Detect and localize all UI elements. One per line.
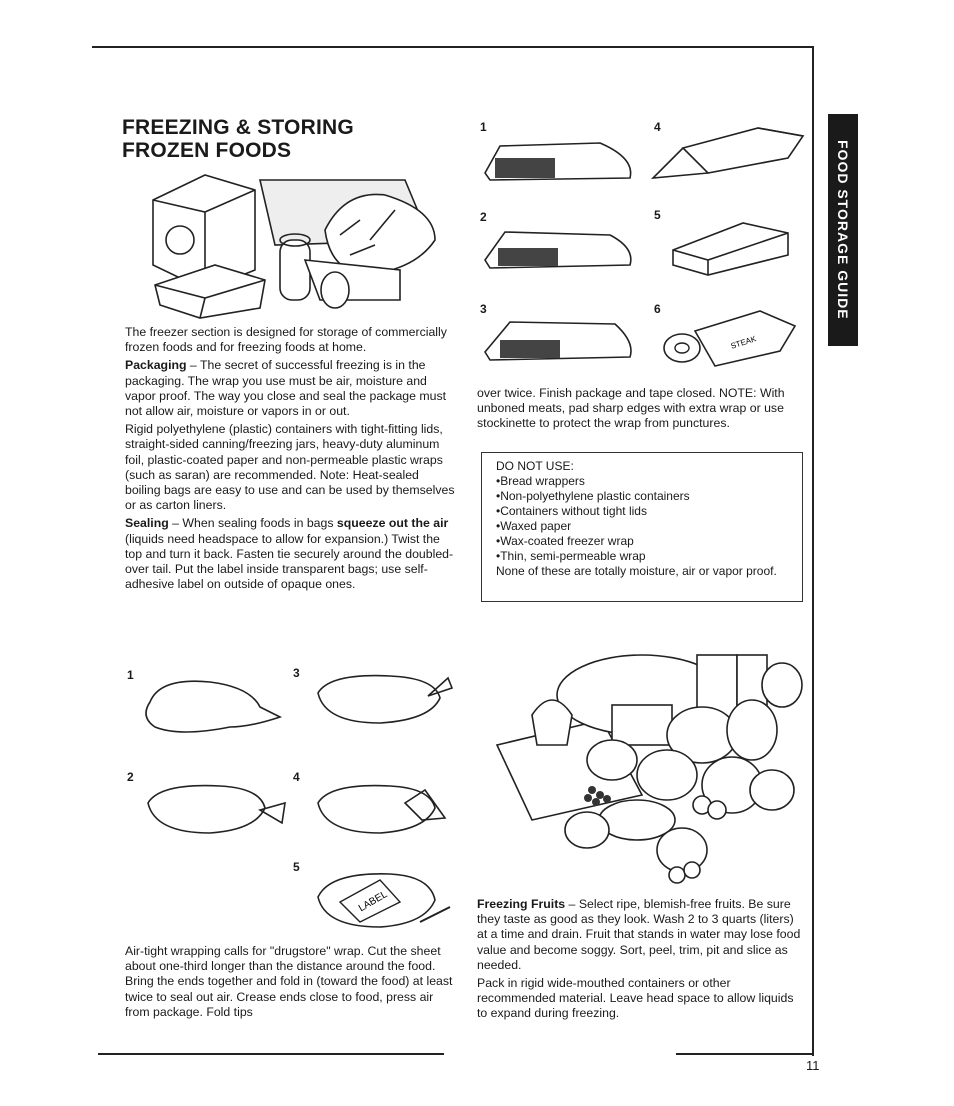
bag-step-2-drawing (140, 778, 290, 838)
fruits-illustration (492, 625, 807, 890)
packaging-paragraph: Packaging – The secret of successful freezing is in the packaging. The wrap you use must be air, moisture and vapor proof. The way you close and seal the package must not allow air, moisture or vapors in or out. (125, 358, 447, 419)
list-item: • Non-polyethylene plastic containers (496, 489, 802, 504)
bag-step-number: 3 (293, 666, 300, 680)
fruits-heading: Freezing Fruits (477, 897, 566, 911)
wrap-step-number: 4 (654, 120, 661, 134)
bag-label-text: LABEL (356, 889, 390, 915)
airtight-paragraph: Air-tight wrapping calls for "drugstore" wrap. Cut the sheet about one-third longer than the distance around the food. Bring the ends together and fold in (toward the food) at least twice to seal out air. Crease ends close to food, press air from package. Fold tips (125, 944, 453, 1019)
squeeze-emphasis: squeeze out the air (336, 516, 449, 531)
wrap-step-2-drawing (480, 220, 640, 275)
sealing-paragraph: Sealing – When sealing foods in bags squeeze out the air (liquids need headspace to allow for expansion.) Twist the top and turn it back. Fasten tie securely around the doubled-over tail. Put the label inside transparent bags; use self-adhesive label on outside of opaque ones. (125, 516, 454, 592)
list-item: • Bread wrappers (496, 474, 802, 489)
frozen-packages-illustration (145, 150, 455, 320)
bottom-rule-left (98, 1053, 444, 1055)
wrap-step-number: 5 (654, 208, 661, 222)
bag-step-4-drawing (310, 778, 460, 838)
do-not-use-heading: DO NOT USE: (496, 459, 574, 473)
wrap-step-number: 6 (654, 302, 661, 316)
top-rule (92, 46, 814, 48)
fruits-paragraph: Freezing Fruits – Select ripe, blemish-free fruits. Be sure they taste as good as they look. Wash 2 to 3 quarts (liters) at a time and drain. Fruit that stands in water may lose food value and become soggy. Sort, peel, trim, pit and slice as needed. (477, 897, 801, 972)
wrap-step-5-drawing (668, 215, 798, 280)
page-title: FREEZING & STORING FROZEN FOODS (122, 116, 354, 162)
fruits-text (477, 897, 807, 1025)
wrap-step-number: 3 (480, 302, 487, 316)
bag-step-1-drawing (140, 672, 290, 742)
bag-step-number: 4 (293, 770, 300, 784)
wrap-step-6-drawing (660, 306, 800, 376)
left-column-text (125, 325, 455, 595)
right-rule (812, 46, 814, 1056)
bag-step-number: 5 (293, 860, 300, 874)
wrap-step-number: 1 (480, 120, 487, 134)
bottom-rule-right (676, 1053, 812, 1055)
do-not-use-list (496, 474, 802, 564)
list-item: • Waxed paper (496, 519, 802, 534)
wrap-step-1-drawing (480, 128, 640, 188)
list-item: • Thin, semi-permeable wrap (496, 549, 802, 564)
side-tab (828, 114, 858, 346)
wrap-step-4-drawing (648, 118, 808, 188)
list-item: • Containers without tight lids (496, 504, 802, 519)
bag-step-3-drawing (310, 668, 460, 728)
list-item: • Wax-coated freezer wrap (496, 534, 802, 549)
wrap-step-3-drawing (480, 312, 640, 367)
sealing-heading: Sealing (125, 516, 169, 531)
do-not-use-box (481, 452, 803, 602)
page-number: 11 (806, 1058, 820, 1073)
rigid-containers-paragraph: Rigid polyethylene (plastic) containers with tight-fitting lids, straight-sided canning/freezing jars, heavy-duty aluminum foil, plastic-coated paper and non-permeable plastic wraps (such as saran) are recommended. Note: Heat-sealed boiling bags are easy to use and can be used by themselves or as carton liners. (125, 422, 455, 513)
packaging-heading: Packaging (125, 358, 187, 373)
intro-paragraph: The freezer section is designed for storage of commercially frozen foods and for freezing foods at home. (125, 325, 447, 355)
tape-label-text: STEAK (729, 334, 758, 351)
do-not-use-footer: None of these are totally moisture, air or vapor proof. (496, 564, 777, 578)
pack-paragraph: Pack in rigid wide-mouthed containers or other recommended material. Leave head space to allow liquids to expand during freezing. (477, 976, 794, 1021)
wrap-step-number: 2 (480, 210, 487, 224)
bag-step-5-drawing (310, 862, 460, 942)
side-tab-label: FOOD STORAGE GUIDE (835, 140, 851, 320)
bag-step-number: 2 (127, 770, 134, 784)
bag-step-number: 1 (127, 668, 134, 682)
continued-paragraph: over twice. Finish package and tape closed. NOTE: With unboned meats, pad sharp edges with extra wrap or use stockinette to protect the wrap from punctures. (477, 386, 785, 431)
